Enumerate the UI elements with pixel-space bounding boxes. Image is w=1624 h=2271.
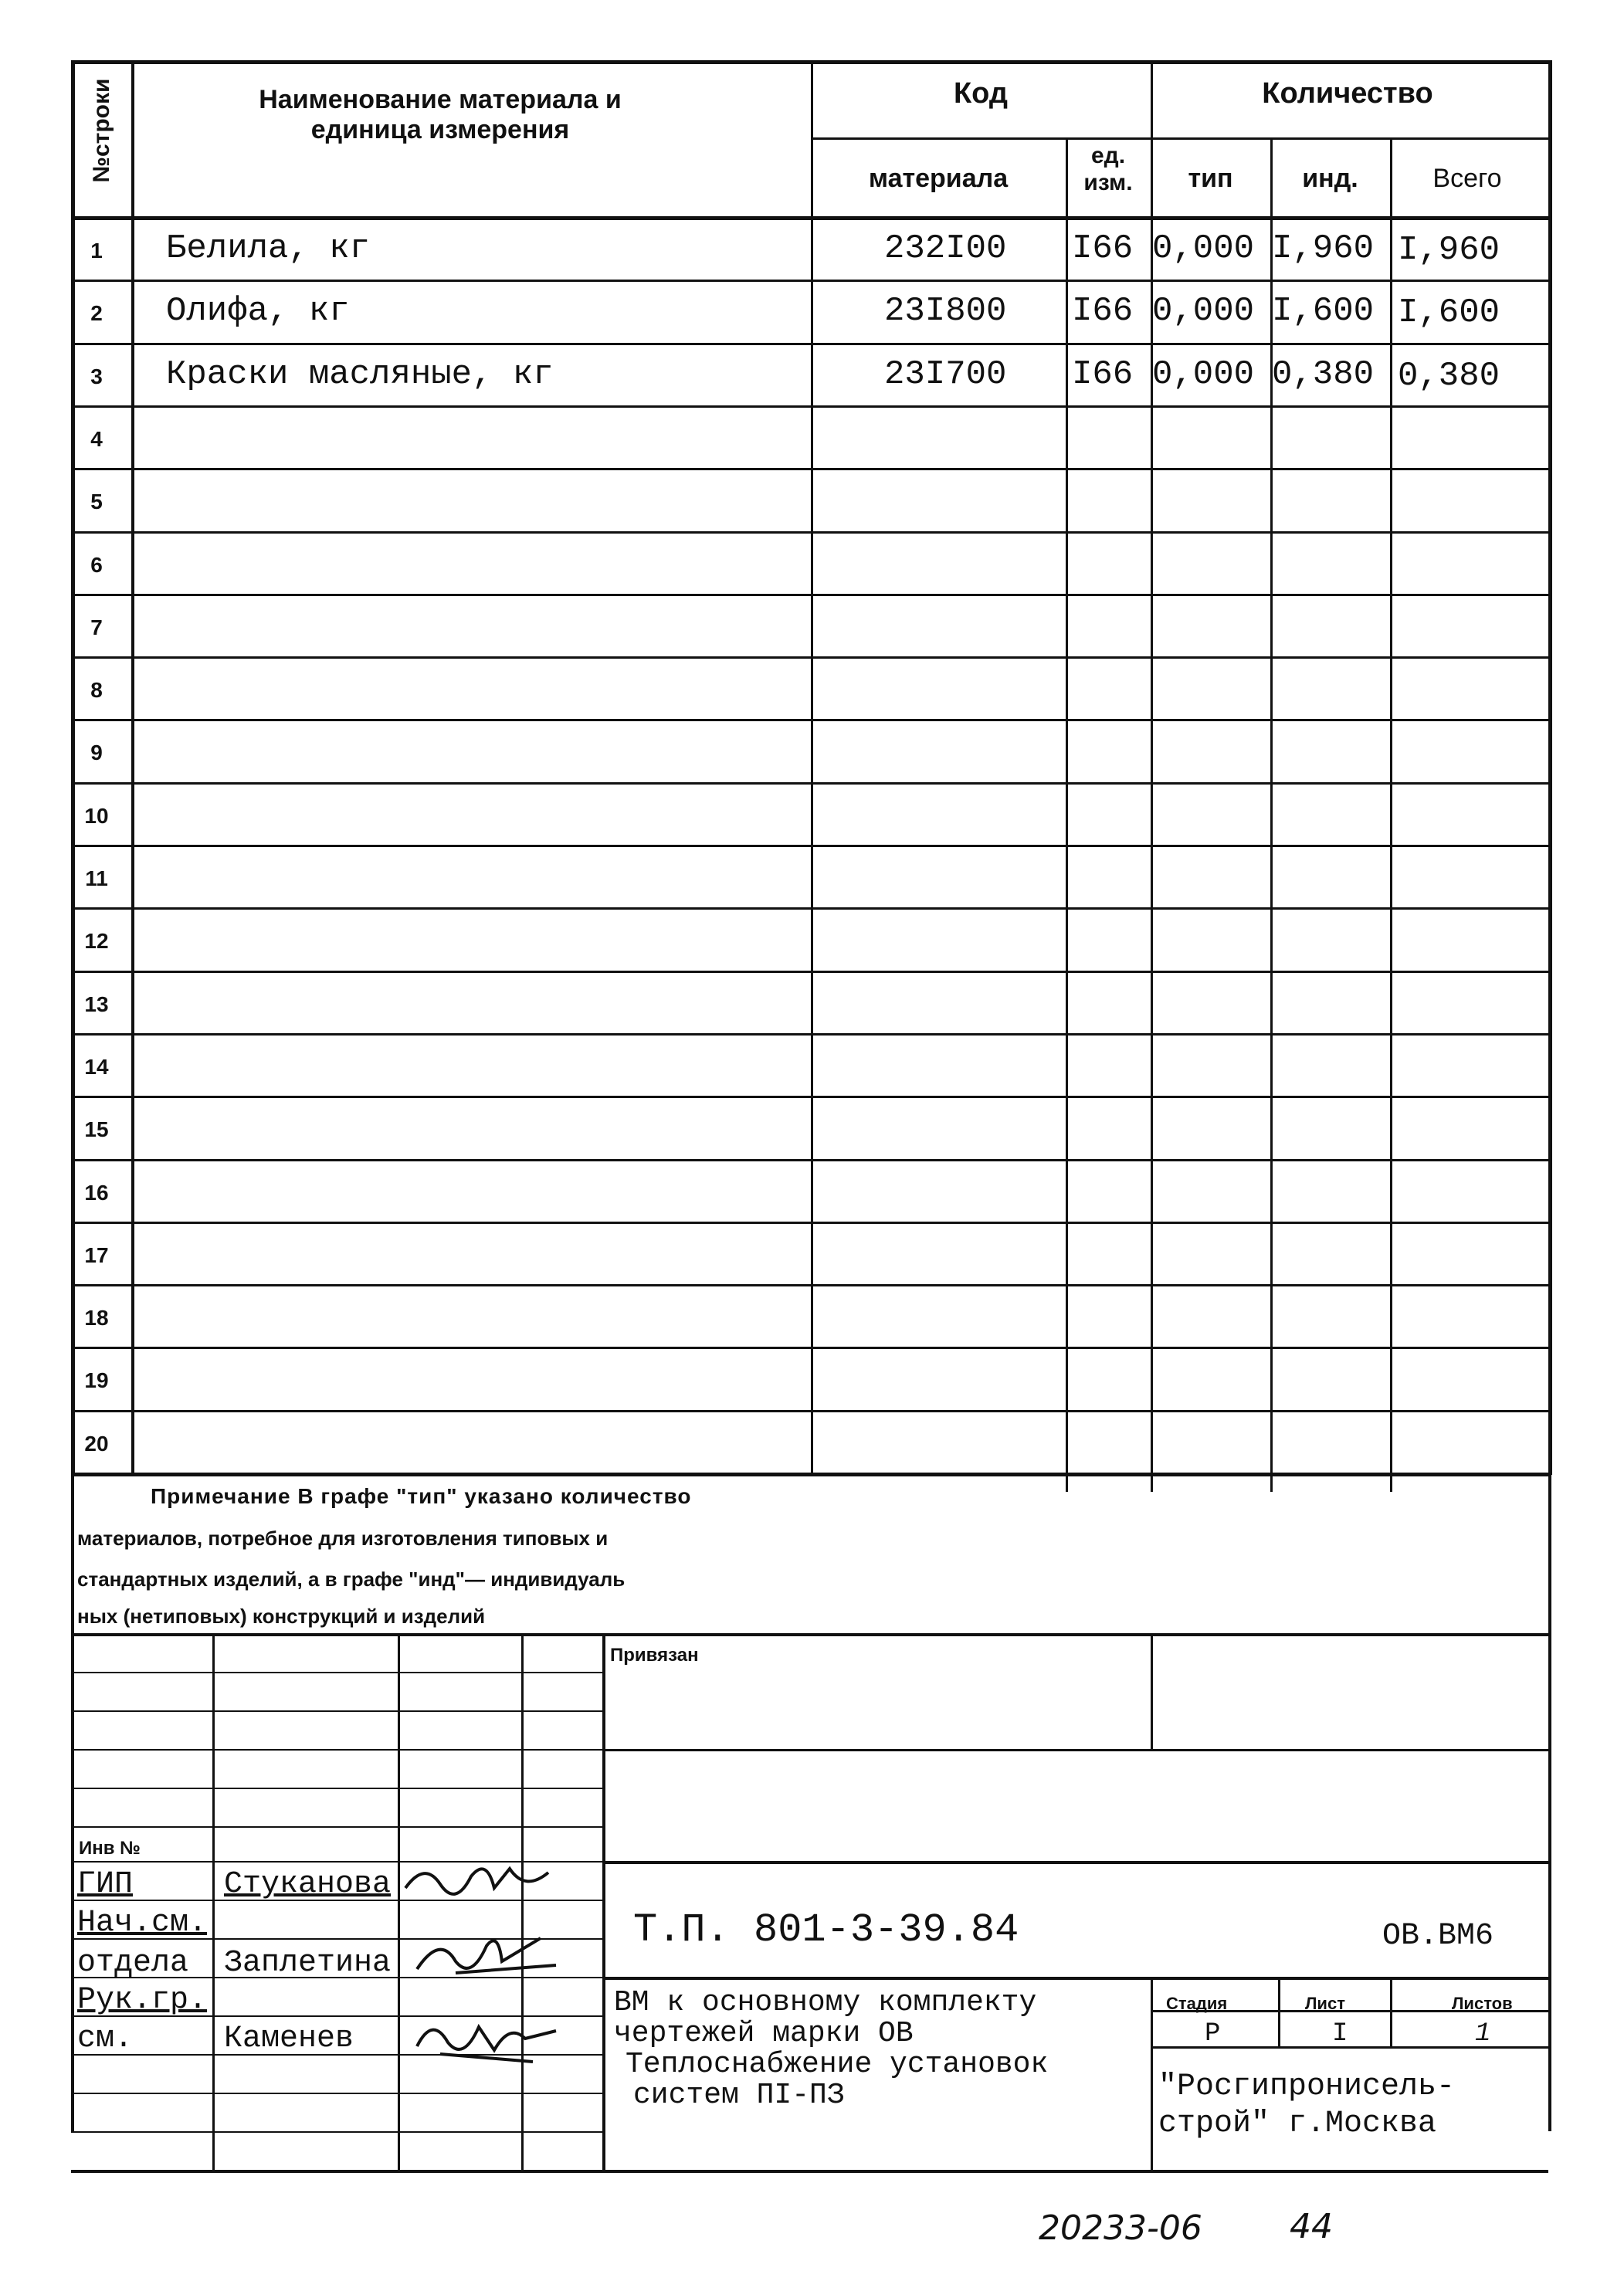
rule-line bbox=[1390, 1977, 1392, 2046]
tip-header: тип bbox=[1188, 164, 1233, 193]
rule-line bbox=[1151, 1633, 1153, 1749]
rule-line bbox=[71, 971, 1548, 973]
row-ind: I,960 bbox=[1272, 229, 1375, 268]
rule-line bbox=[71, 1222, 1548, 1224]
row-name: Краски масляные, кг bbox=[166, 354, 554, 394]
signature-sm bbox=[409, 2008, 564, 2069]
name-sm: Каменев bbox=[224, 2022, 354, 2056]
rule-line bbox=[71, 280, 1548, 282]
rule-line bbox=[602, 1977, 1548, 1980]
row-number: 11 bbox=[85, 866, 108, 890]
rule-line bbox=[71, 216, 1548, 220]
row-number: 10 bbox=[84, 803, 109, 828]
rule-line bbox=[71, 907, 1548, 910]
description-3: Теплоснабжение установок bbox=[626, 2048, 1049, 2081]
sheet-value: I bbox=[1332, 2019, 1348, 2049]
description-4: систем ПI-ПЗ bbox=[633, 2079, 845, 2112]
role-otdela: отдела bbox=[77, 1946, 189, 1981]
row-number: 20 bbox=[84, 1431, 109, 1456]
row-tip: 0,000 bbox=[1152, 292, 1255, 331]
row-number: 4 bbox=[90, 426, 103, 451]
row-number: 1 bbox=[90, 239, 103, 263]
row-unit: I66 bbox=[1072, 292, 1134, 331]
role-nach: Нач.см. bbox=[77, 1906, 208, 1941]
total-header: Всего bbox=[1432, 164, 1502, 193]
rule-line bbox=[71, 782, 1548, 785]
sheets-value: 1 bbox=[1475, 2019, 1491, 2049]
row-total: I,600 bbox=[1398, 293, 1500, 333]
ind-header: инд. bbox=[1302, 164, 1358, 193]
rule-line bbox=[811, 137, 1548, 140]
rule-line bbox=[71, 2170, 1548, 2173]
row-number: 7 bbox=[90, 615, 103, 639]
project-number: Т.П. 801-3-39.84 bbox=[633, 1907, 1019, 1953]
rule-line bbox=[602, 1861, 1548, 1864]
rule-line bbox=[71, 719, 1548, 721]
code-header: Код bbox=[953, 77, 1009, 110]
rule-line bbox=[1066, 137, 1068, 1492]
archive-number: 20233-06 bbox=[1039, 2208, 1202, 2248]
stage-value: Р bbox=[1205, 2019, 1221, 2049]
organization-2: строй" г.Москва bbox=[1158, 2107, 1437, 2141]
rule-line bbox=[131, 60, 134, 1475]
role-sm: см. bbox=[77, 2022, 134, 2056]
rule-line bbox=[71, 845, 1548, 847]
row-number: 2 bbox=[90, 301, 103, 326]
row-name: Белила, кг bbox=[166, 229, 371, 268]
name-gip: Стуканова bbox=[224, 1867, 392, 1902]
description-2: чертежей марки ОВ bbox=[614, 2017, 914, 2050]
row-ind: I,600 bbox=[1272, 292, 1375, 331]
rule-line bbox=[71, 1473, 1548, 1476]
rule-line bbox=[71, 343, 1548, 345]
rule-line bbox=[71, 468, 1548, 470]
name-header: Наименование материала и единица измерения bbox=[259, 85, 622, 145]
row-code: 23I800 bbox=[884, 292, 1007, 331]
row-number: 3 bbox=[90, 364, 103, 388]
unit-header: ед. изм. bbox=[1083, 143, 1133, 195]
row-tip: 0,000 bbox=[1152, 229, 1255, 268]
rule-line bbox=[71, 594, 1548, 596]
inv-no-label: Инв № bbox=[79, 1838, 141, 1859]
rule-line bbox=[1270, 137, 1273, 1492]
row-ind: 0,380 bbox=[1272, 354, 1375, 394]
row-tip: 0,000 bbox=[1152, 354, 1255, 394]
row-name: Олифа, кг bbox=[166, 292, 350, 331]
row-number: 13 bbox=[84, 991, 109, 1016]
signature-otdela bbox=[409, 1930, 564, 1985]
sheets-label: Листов bbox=[1452, 1994, 1513, 2013]
row-total: I,960 bbox=[1398, 231, 1500, 269]
row-number-header: №строки bbox=[89, 78, 114, 183]
rule-line bbox=[602, 1749, 1548, 1751]
rule-line bbox=[71, 1033, 1548, 1036]
rule-line bbox=[602, 1633, 605, 2170]
row-number: 15 bbox=[84, 1117, 109, 1142]
row-number: 17 bbox=[84, 1242, 109, 1267]
note-line-1: Примечание В графе "тип" указано количество bbox=[151, 1484, 692, 1508]
rule-line bbox=[71, 1410, 1548, 1412]
role-ruk: Рук.гр. bbox=[77, 1983, 208, 2018]
stage-label: Стадия bbox=[1166, 1994, 1228, 2013]
row-unit: I66 bbox=[1072, 229, 1134, 268]
rule-line bbox=[71, 1159, 1548, 1161]
rule-line bbox=[1548, 1475, 1551, 2131]
note-line-3: стандартных изделий, а в графе "инд"— индивидуаль bbox=[77, 1568, 626, 1591]
rule-line bbox=[71, 1347, 1548, 1349]
rule-line bbox=[71, 1096, 1548, 1098]
rule-line bbox=[71, 1284, 1548, 1286]
privyazan-label: Привязан bbox=[610, 1645, 699, 1666]
note-line-2: материалов, потребное для изготовления типовых и bbox=[77, 1527, 609, 1550]
quantity-header: Количество bbox=[1262, 77, 1433, 110]
sheet-label: Лист bbox=[1305, 1994, 1345, 2013]
row-number: 19 bbox=[84, 1368, 109, 1393]
row-number: 5 bbox=[90, 490, 103, 514]
sheet-code: ОВ.ВМ6 bbox=[1382, 1919, 1494, 1954]
row-unit: I66 bbox=[1072, 354, 1134, 394]
rule-line bbox=[71, 656, 1548, 659]
row-number: 16 bbox=[84, 1180, 109, 1205]
rule-line bbox=[1548, 60, 1552, 1475]
description-1: ВМ к основному комплекту bbox=[614, 1986, 1037, 2019]
row-code: 232I00 bbox=[884, 229, 1007, 268]
rule-line bbox=[71, 405, 1548, 408]
row-number: 8 bbox=[90, 678, 103, 703]
role-gip: ГИП bbox=[77, 1867, 134, 1902]
signature-gip bbox=[402, 1853, 556, 1907]
rule-line bbox=[1151, 1977, 1153, 2170]
rule-line bbox=[71, 531, 1548, 534]
note-line-4: ных (нетиповых) конструкций и изделий bbox=[77, 1605, 486, 1628]
rule-line bbox=[398, 1633, 400, 2170]
row-number: 14 bbox=[84, 1054, 109, 1079]
organization-1: "Росгипронисель- bbox=[1158, 2069, 1456, 2104]
rule-line bbox=[1278, 1977, 1280, 2046]
material-code-header: материала bbox=[868, 164, 1009, 193]
row-number: 18 bbox=[84, 1306, 109, 1330]
rule-line bbox=[71, 1475, 74, 2131]
rule-line bbox=[1151, 60, 1153, 1492]
rule-line bbox=[212, 1633, 215, 2170]
row-number: 6 bbox=[90, 552, 103, 577]
name-otdela: Заплетина bbox=[224, 1946, 392, 1981]
row-number: 9 bbox=[90, 741, 103, 765]
row-total: 0,380 bbox=[1398, 356, 1500, 395]
row-number: 12 bbox=[84, 929, 109, 954]
page-number: 44 bbox=[1290, 2207, 1333, 2246]
rule-line bbox=[811, 60, 813, 1475]
row-code: 23I700 bbox=[884, 354, 1007, 394]
rule-line bbox=[1390, 137, 1392, 1492]
